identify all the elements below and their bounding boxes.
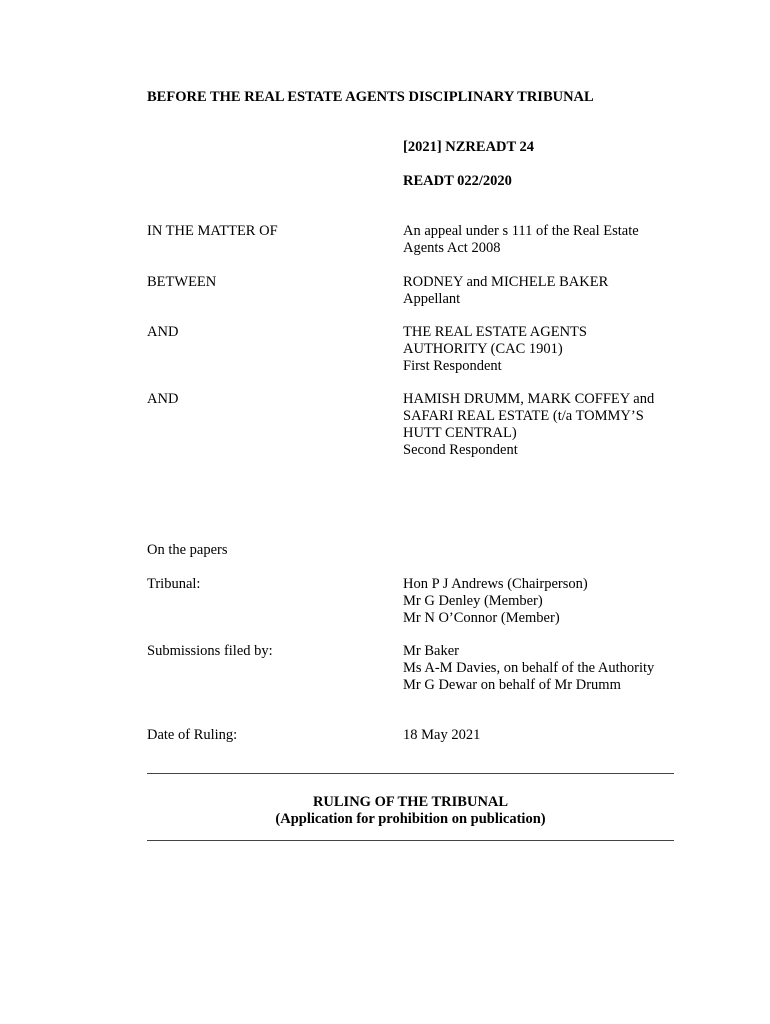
party-line: Agents Act 2008 (403, 240, 501, 256)
party-description (403, 324, 587, 375)
party-line: THE REAL ESTATE AGENTS (403, 324, 587, 340)
party-line: HAMISH DRUMM, MARK COFFEY and (403, 391, 655, 407)
citation: [2021] NZREADT 24 (403, 139, 535, 155)
party-line: Second Respondent (403, 442, 518, 458)
divider-top (147, 773, 674, 774)
date-label: Date of Ruling: (147, 727, 238, 743)
tribunal-member: Hon P J Andrews (Chairperson) (403, 576, 588, 592)
file-number: READT 022/2020 (403, 173, 512, 189)
submission-item: Mr G Dewar on behalf of Mr Drumm (403, 677, 621, 693)
tribunal-label: Tribunal: (147, 576, 201, 592)
ruling-subtitle: (Application for prohibition on publication) (275, 811, 546, 827)
party-label: AND (147, 324, 179, 340)
party-line: First Respondent (403, 358, 502, 374)
submissions-list (403, 643, 654, 694)
party-description (403, 223, 639, 257)
party-description (403, 391, 654, 459)
tribunal-members (403, 576, 588, 627)
submissions-label: Submissions filed by: (147, 643, 273, 659)
party-line: HUTT CENTRAL) (403, 425, 517, 441)
party-line: AUTHORITY (CAC 1901) (403, 341, 563, 357)
party-label: AND (147, 391, 179, 407)
party-line: RODNEY and MICHELE BAKER (403, 274, 609, 290)
party-line: An appeal under s 111 of the Real Estate (403, 223, 639, 239)
party-label: BETWEEN (147, 274, 217, 290)
submission-item: Ms A-M Davies, on behalf of the Authority (403, 660, 655, 676)
divider-bottom (147, 840, 674, 841)
on-the-papers: On the papers (147, 542, 228, 558)
tribunal-member: Mr N O’Connor (Member) (403, 610, 560, 626)
ruling-title: RULING OF THE TRIBUNAL (312, 794, 509, 810)
party-line: SAFARI REAL ESTATE (t/a TOMMY’S (403, 408, 644, 424)
party-description (403, 274, 608, 308)
tribunal-heading: BEFORE THE REAL ESTATE AGENTS DISCIPLINARY TRIBUNAL (147, 89, 594, 105)
party-label: IN THE MATTER OF (147, 223, 278, 239)
party-line: Appellant (403, 291, 461, 307)
date-value: 18 May 2021 (403, 727, 481, 743)
submission-item: Mr Baker (403, 643, 459, 659)
tribunal-member: Mr G Denley (Member) (403, 593, 543, 609)
